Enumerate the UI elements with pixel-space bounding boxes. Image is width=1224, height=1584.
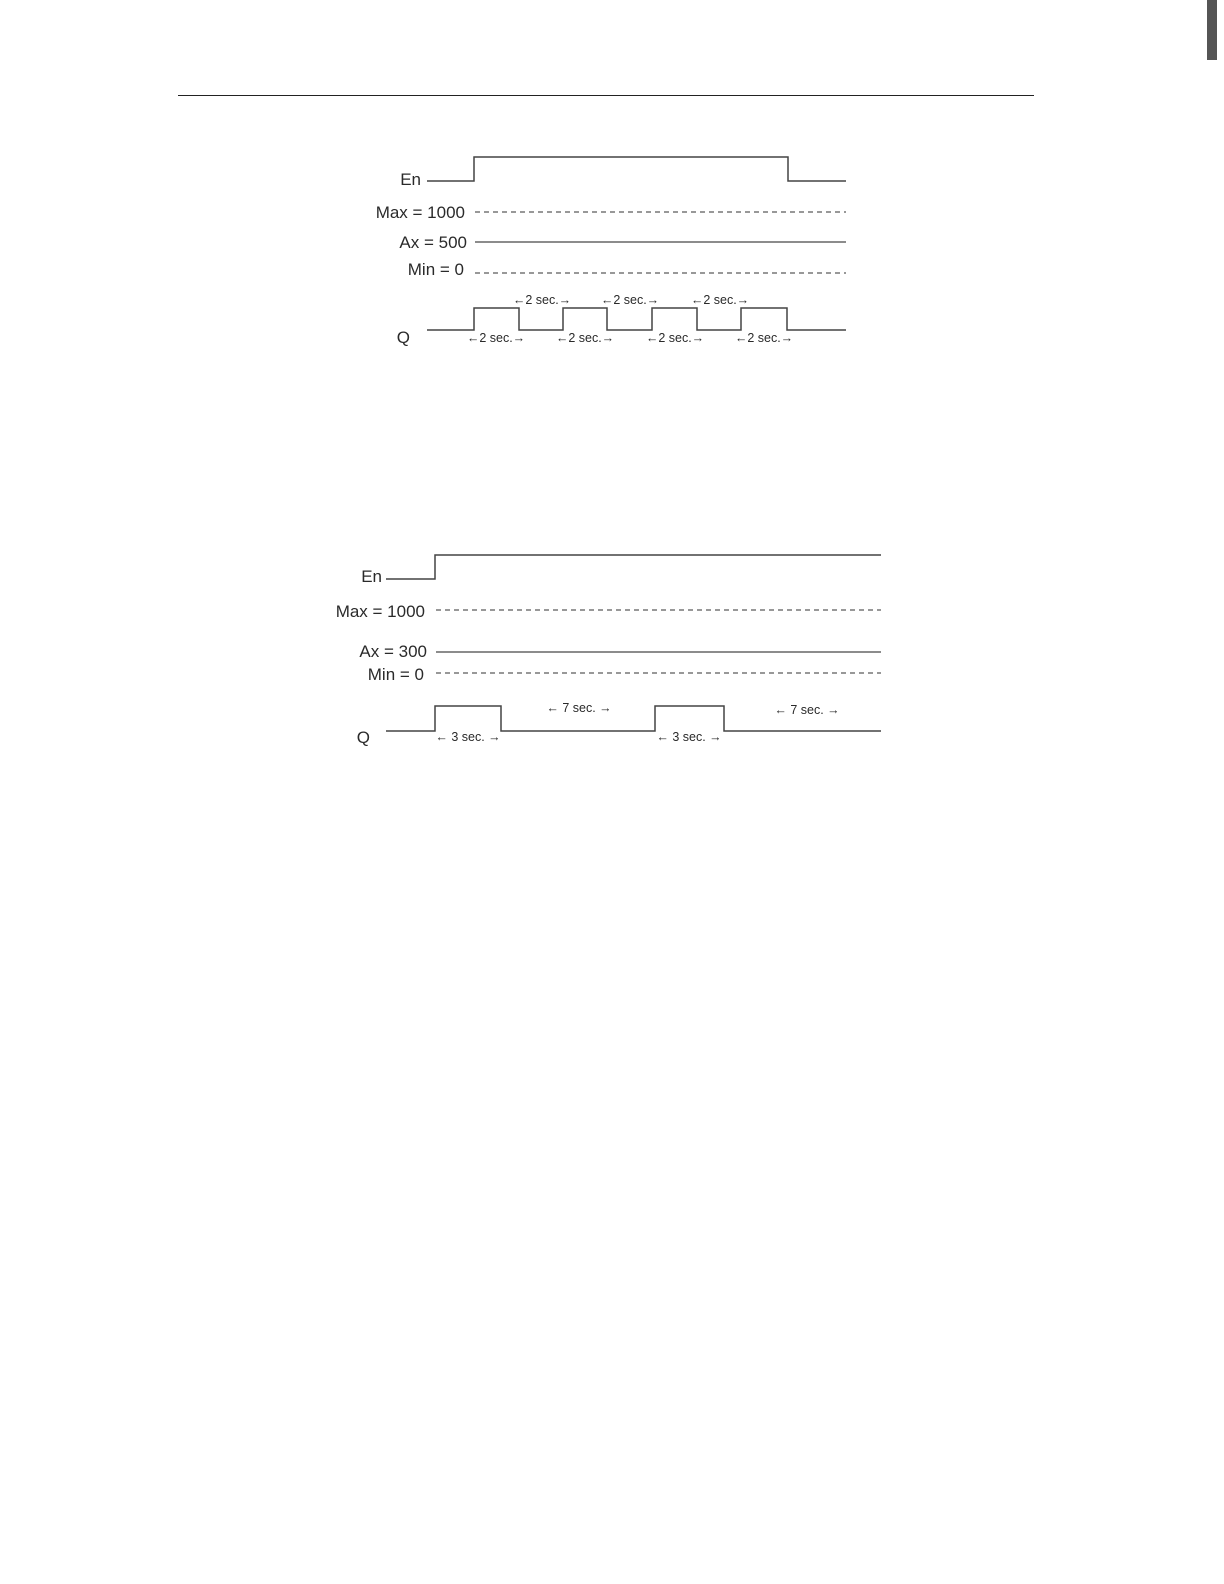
q-label: Q [356, 728, 370, 747]
en-signal [386, 555, 881, 579]
ax-label: Ax = 500 [399, 233, 467, 252]
q-low-duration-label: ←2 sec.→ [512, 293, 572, 307]
ax-label: Ax = 300 [359, 642, 427, 661]
q-low-duration-label: ←2 sec.→ [690, 293, 750, 307]
q-label: Q [396, 328, 410, 347]
q-high-duration-label: ← 3 sec. → [656, 730, 722, 744]
q-high-duration-label: ←2 sec.→ [734, 331, 794, 345]
min-label: Min = 0 [367, 665, 424, 684]
min-label: Min = 0 [407, 260, 464, 279]
max-label: Max = 1000 [375, 203, 465, 222]
q-low-duration-label: ← 7 sec. → [546, 701, 612, 715]
q-low-duration-label: ← 7 sec. → [774, 703, 840, 717]
q-high-duration-label: ←2 sec.→ [466, 331, 526, 345]
q-high-duration-label: ← 3 sec. → [435, 730, 501, 744]
en-label: En [400, 170, 421, 189]
q-high-duration-label: ←2 sec.→ [645, 331, 705, 345]
max-label: Max = 1000 [335, 602, 425, 621]
en-label: En [361, 567, 382, 586]
q-low-duration-label: ←2 sec.→ [600, 293, 660, 307]
q-high-duration-label: ←2 sec.→ [555, 331, 615, 345]
